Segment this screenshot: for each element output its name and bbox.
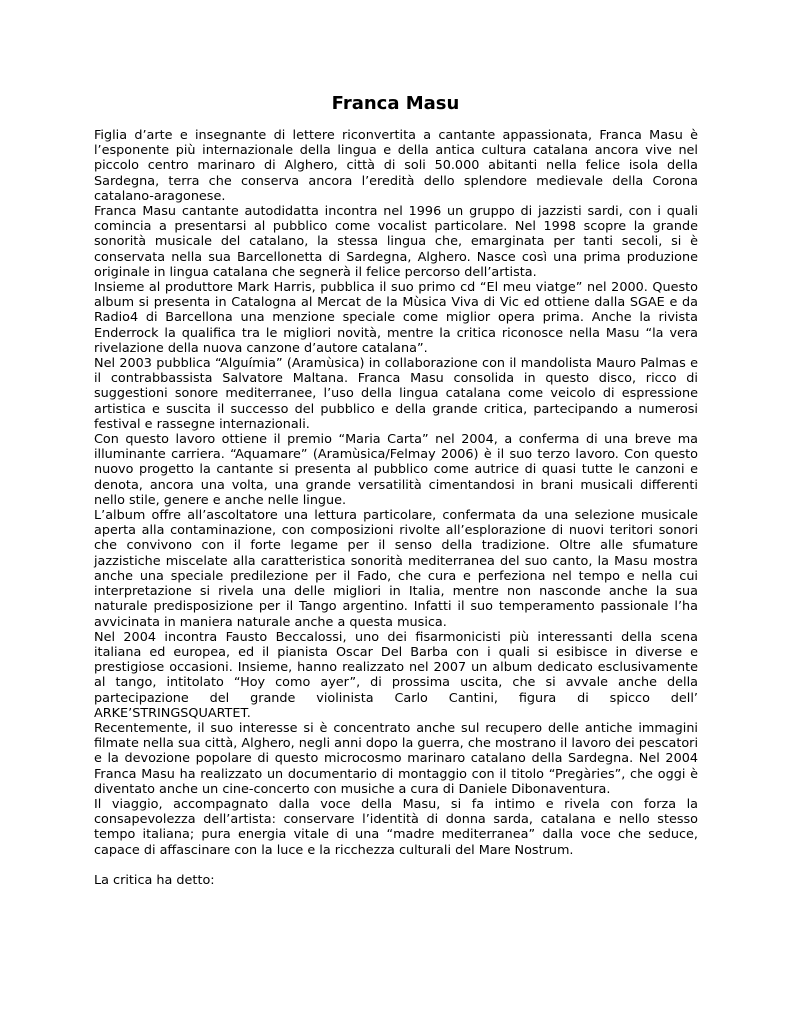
paragraph-aquamare: Con questo lavoro ottiene il premio “Maria Carta” nel 2004, a conferma di una breve ma illuminante carriera. “Aquamare” (Aramùsica/Felmay 2006) è il suo terzo lavoro. Con questo nuovo progetto la cantante si presenta al pubblico come autrice di quasi tutte le canzoni e denota, ancora una volta, una grande versatilità cimentandosi in brani musicali differenti nello stile, genere e anche nelle lingue. (94, 432, 698, 508)
biography-body (94, 128, 698, 888)
paragraph-tango-project: Nel 2004 incontra Fausto Beccalossi, uno dei fisarmonicisti più interessanti della scena italiana ed europea, ed il pianista Oscar Del Barba con i quali si esibisce in diverse e prestigiose occasioni. Insieme, hanno realizzato nel 2007 un album dedicato esclusivamente al tango, intitolato “Hoy como ayer”, di prossima uscita, che si avvale anche della partecipazione del grande violinista Carlo Cantini, figura di spicco dell’ ARKE’STRINGSQUARTET. (94, 629, 698, 721)
page-title: Franca Masu (331, 93, 460, 114)
paragraph-album-description: L’album offre all’ascoltatore una lettura particolare, confermata da una selezione musicale aperta alla contaminazione, con composizioni rivolte all’esplorazione di nuovi teritori sonori che convivono con il forte legame per il senso della tradizione. Oltre alle sfumature jazzistiche miscelate alla caratteristica sonorità mediterranea del suo canto, la Masu mostra anche una speciale predilezione per il Fado, che cura e perfeziona nel tempo e nella cui interpretazione si rivela una delle migliori in Italia, mentre non nasconde anche la sua naturale predisposizione per il Tango argentino. Infatti il suo temperamento passionale l’ha avvicinata in maniera naturale anche a questa musica. (94, 508, 698, 630)
paragraph-documentary: Recentemente, il suo interesse si è concentrato anche sul recupero delle antiche immagini filmate nella sua città, Alghero, negli anni dopo la guerra, che mostrano il lavoro dei pescatori e la devozione popolare di questo microcosmo marinaro catalano della Sardegna. Nel 2004 Franca Masu ha realizzato un documentario di montaggio con il titolo “Pregàries”, che oggi è diventato anche un cine-concerto con musiche a cura di Daniele Dibonaventura. (94, 720, 698, 797)
paragraph-beginnings: Franca Masu cantante autodidatta incontra nel 1996 un gruppo di jazzisti sardi, con i quali comincia a presentarsi al pubblico come vocalist particolare. Nel 1998 scopre la grande sonorità musicale del catalano, la stessa lingua che, emarginata per tanti secoli, si è conservata nella sua Barcellonetta di Sardegna, Alghero. Nasce così una prima produzione originale in lingua catalana che segnerà il felice percorso dell’artista. (94, 204, 698, 280)
critics-heading: La critica ha detto: (94, 872, 215, 888)
paragraph-conclusion: Il viaggio, accompagnato dalla voce della Masu, si fa intimo e rivela con forza la consapevolezza dell’artista: conservare l’identità di donna sarda, catalana e nello stesso tempo italiana; pura energia vitale di una “madre mediterranea” dalla voce che seduce, capace di affascinare con la luce e la ricchezza culturali del Mare Nostrum. (94, 796, 698, 858)
paragraph-alguimia: Nel 2003 pubblica “Alguímia” (Aramùsica) in collaborazione con il mandolista Mauro Palmas e il contrabbassista Salvatore Maltana. Franca Masu consolida in questo disco, ricco di suggestioni sonore mediterranee, l’uso della lingua catalana come veicolo di espressione artistica e suscita il successo del pubblico e della grande critica, partecipando a numerosi festival e rassegne internazionali. (94, 356, 698, 432)
paragraph-first-album: Insieme al produttore Mark Harris, pubblica il suo primo cd “El meu viatge” nel 2000. Questo album si presenta in Catalogna al Mercat de la Mùsica Viva di Vic ed ottiene dalla SGAE e da Radio4 di Barcellona una menzione speciale come miglior opera prima. Anche la rivista Enderrock la qualifica tra le migliori novità, mentre la critica riconosce nella Masu “la vera rivelazione della nuova canzone d’autore catalana”. (94, 280, 698, 356)
blank-line (94, 858, 698, 873)
paragraph-intro: Figlia d’arte e insegnante di lettere riconvertita a cantante appassionata, Franca Masu è l’esponente più internazionale della lingua e della antica cultura catalana ancora vive nel piccolo centro marinaro di Alghero, città di soli 50.000 abitanti nella felice isola della Sardegna, terra che conserva ancora l’eredità dello splendore medievale della Corona catalano-aragonese. (94, 128, 698, 204)
